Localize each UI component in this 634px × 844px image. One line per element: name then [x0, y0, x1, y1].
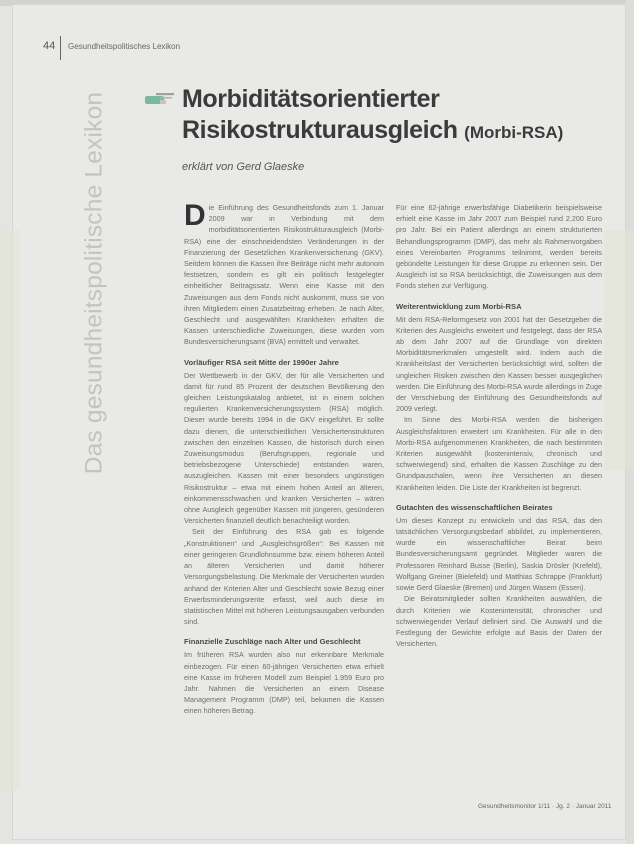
pointing-hand-icon	[144, 91, 176, 107]
column-right	[396, 202, 602, 649]
paragraph: Mit dem RSA-Reformgesetz von 2001 hat der Gesetzgeber die Kriterien des Ausgleichs erweitert und festgelegt, dass der RSA ab dem Jahr 2007 auf die Grundlage von direkten Morbiditätsmerkmalen umgestellt wird. Indem auch die Krankheitslast der Versicherten berücksichtigt wird, sollten die ungleichen Risiken zwischen den Kassen besser ausgeglichen werden. Die Einführung des Morbi-RSA wurde allerdings in Zuge der Verschiebung der Einführung des Gesundheitsfonds auf 2009 verlegt.	[396, 314, 602, 414]
footer-citation: Gesundheitsmonitor 1/11 · Jg. 2 · Januar 2011	[478, 803, 612, 810]
intro-text: ie Einführung des Gesundheitsfonds zum 1. Januar 2009 war in Verbindung mit dem morbiditätsorientierten Risikostrukturausgleich (Morbi-RSA) eine der einschneidendsten Veränderungen in der Finanzierung der Gesetzlichen Krankenversicherung (GKV). Seitdem können die Kassen ihre Beiträge nicht mehr autonom festsetzen, sondern es gilt ein politisch festgelegter einheitlicher Beitragssatz. Wenn eine Kasse mit den Zuweisungen aus dem Fonds nicht auskommt, muss sie von ihren Mitgliedern einen Zusatzbeitrag erheben. Je nach Alter, Geschlecht und ausgewählten Krankheiten erhalten die Kassen unterschiedliche Zuweisungen, diese wurden vom Bundesversicherungsamt (BVA) ermittelt und verwaltet.	[184, 203, 384, 347]
paragraph: Im früheren RSA wurden also nur erkennbare Merkmale einbezogen. Für einen 60-jährigen Versicherten etwa erhielt eine Kasse im früheren Modell zum Beispiel 1.959 Euro pro Jahr. Nahmen die Versicherten an einem Disease Management Programm (DMP) teil, bekamen die Kassen einen höheren Betrag.	[184, 650, 384, 716]
page-number: 44	[43, 40, 56, 52]
header-divider	[60, 36, 61, 60]
paragraph: Seit der Einführung des RSA gab es folgende „Konstruktionen“ und „Ausgleichsgrößen“: Bei Kassen mit einer geringeren Grundlohnsumme bzw. einem höheren Anteil an älteren Versicherten und damit höherer Versorgungsbelastung. Die Merkmale der Versicherten wurden anhand der Kriterien Alter und Geschlecht sowie Bezug einer Erwerbsminderungsrente erfasst, weil auch diese im statistischen Mittel mit höheren Leistungsausgaben verbunden sind.	[184, 527, 384, 627]
section-heading: Gutachten des wissenschaftlichen Beirates	[396, 502, 553, 512]
paragraph: Die Beiratsmitglieder sollten Krankheiten auswählen, die durch Kriterien wie Kostenintensität, chronischer und schwerwiegender Verlauf definiert sind. Die Auswahl und die Festlegung der Gewichte erfolgte auf Basis der Daten der Versicherten.	[396, 594, 602, 649]
section-heading: Weiterentwicklung zum Morbi-RSA	[396, 301, 522, 311]
paragraph: Für eine 62-jährige erwerbsfähige Diabetikerin beispielsweise erhielt eine Kasse im Jahr 2007 zum Beispiel rund 2.200 Euro pro Jahr. Bei ein Patient allerdings an einem strukturierten Behandlungsprogramm (DMP), das mehr als Rahmenvorgaben eines Vereinbarten Programms teilnimmt, werden bereits gebündelte Leistungen für diese Gruppe zu erkennen sein. Der Ausgleich ist so RSA berücksichtigt, die Zuweisungen aus dem Fonds stehen zur Verfügung.	[396, 203, 602, 291]
byline: erklärt von Gerd Glaeske	[182, 161, 305, 173]
section-heading: Finanzielle Zuschläge nach Alter und Geschlecht	[184, 637, 361, 647]
section-heading: Vorläufiger RSA seit Mitte der 1990er Jahre	[184, 357, 339, 367]
title-line-1: Morbiditätsorientierter	[182, 85, 440, 113]
running-title: Gesundheitspolitisches Lexikon	[68, 42, 181, 51]
drop-cap: D	[184, 199, 206, 232]
side-label-text: Das gesundheitspolitische Lexikon	[80, 91, 107, 475]
article-title	[182, 84, 602, 148]
scan-tint	[604, 230, 634, 470]
title-main: Risikostrukturausgleich	[182, 116, 458, 144]
title-line-2	[182, 115, 602, 148]
paragraph: Der Wettbewerb in der GKV, der für alle Versicherten und damit für rund 85 Prozent der deutschen Bevölkerung den gleichen Leistungskatalog anbietet, ist in einem solchen regulierten Krankenversicherungssystem (RSA) möglich. Dieser wurde bereits 1994 in die GKV eingeführt. Er sollte dazu dienen, die unterschiedlichen Versichertenstrukturen zwischen den einzelnen Kassen, die historisch durch einen Zuweisungsmodus (Berufsgruppen, regionale und betriebsbezogene Unterschiede) entstanden waren, auszugleichen. Kassen mit einer besonders ungünstigen Risikostruktur – etwa mit einem hohen Anteil an älteren, einkommensschwachen und kranken Versicherten – wären ohne Ausgleich gegenüber Kassen mit jüngeren, gesünderen Versicherten finanziell deutlich benachteiligt worden.	[184, 370, 384, 526]
column-left	[184, 199, 384, 717]
paragraph: Um dieses Konzept zu entwickeln und das RSA, das den tatsächlichen Versorgungsbedarf abbildet, zu implementieren, wurde ein wissenschaftlicher Beirat beim Bundesversicherungsamt gegründet. Mitglieder waren die Professoren Reinhard Busse (Berlin), Saskia Drösler (Krefeld), Wolfgang Greiner (Bielefeld) und Matthias Schrappe (Frankfurt) sowie Gerd Glaeske (Bremen) und Jürgen Wasem (Essen).	[396, 515, 602, 593]
paragraph: Im Sinne des Morbi-RSA werden die bisherigen Ausgleichsfaktoren erweitert um Krankheiten. Für alle in den Morbi-RSA aufgenommenen Krankheiten, die nach bestimmten Kriterien ausgewählt (kostenintensiv, chronisch und schwerwiegend) sind, erhalten die Kassen Zuschläge zu den Grundpauschalen, wenn ihre Versicherten an diesen Krankheiten leiden. Die Liste der Krankheiten ist begrenzt.	[396, 415, 602, 492]
side-label	[78, 88, 110, 478]
title-abbreviation: (Morbi-RSA)	[464, 123, 564, 142]
scan-tint	[0, 230, 20, 790]
intro-paragraph	[184, 199, 384, 348]
